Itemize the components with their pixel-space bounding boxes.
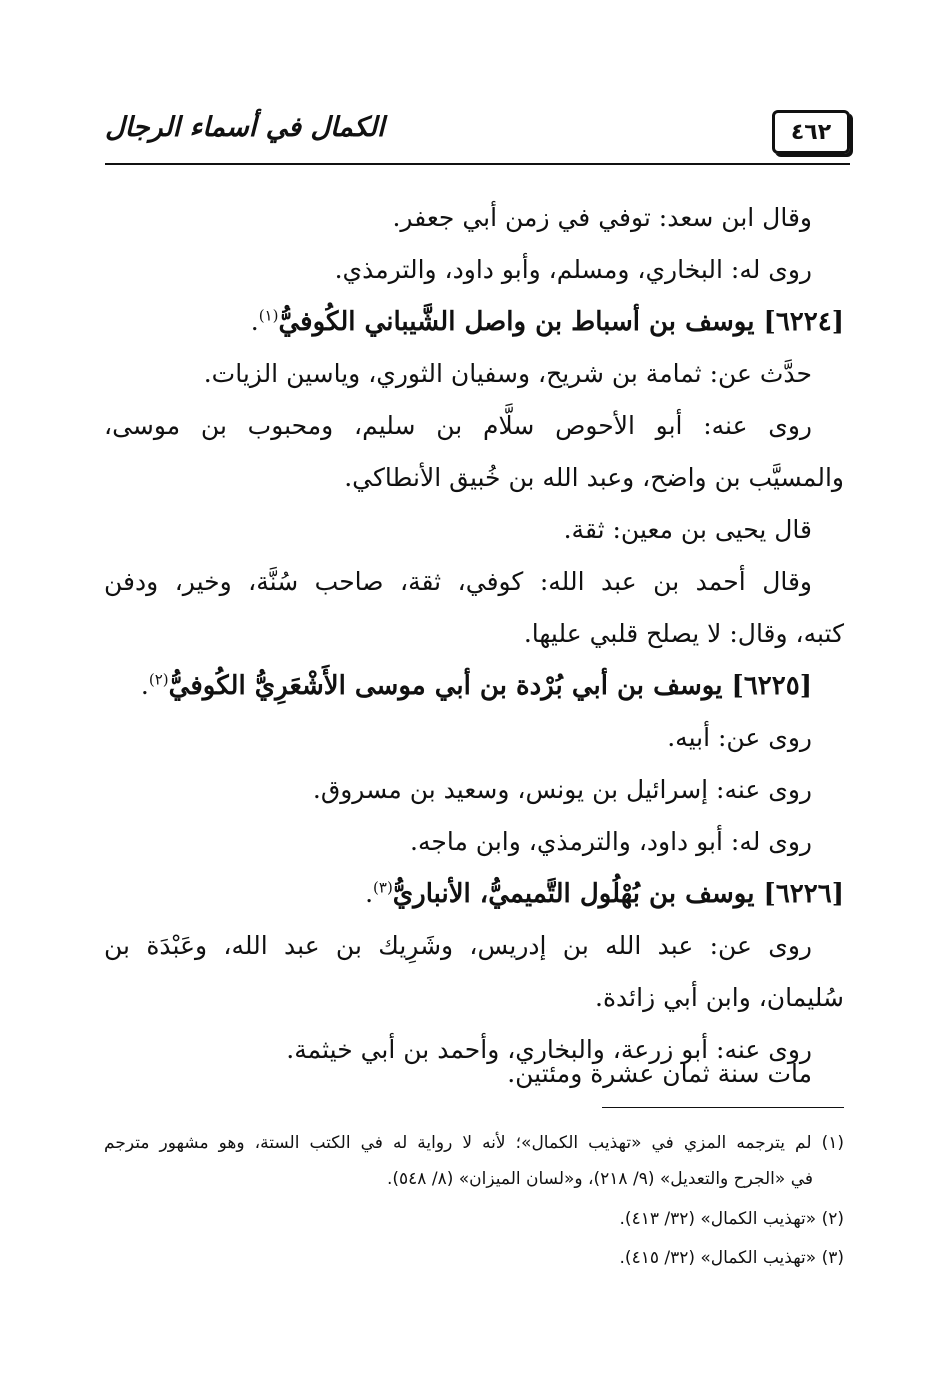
- footnote-2: (٢) «تهذيب الكمال» (٣٢/ ٤١٣).: [619, 1209, 844, 1229]
- entry-title: [٦٢٢٤] يوسف بن أسباط بن واصل الشَّيباني الكُوفيُّ: [278, 307, 844, 337]
- page-number: ٤٦٢: [772, 110, 850, 154]
- text-line: كتبه، وقال: لا يصلح قلبي عليها.: [523, 619, 844, 648]
- text-line: سُليمان، وابن أبي زائدة.: [595, 983, 844, 1012]
- entry-heading-6224: [251, 304, 844, 340]
- period: .: [365, 879, 374, 908]
- footnote-ref: (١): [258, 306, 279, 325]
- entry-heading-6226: [365, 876, 844, 912]
- footnote-ref: (٣): [373, 878, 393, 897]
- footnote-1: (١) لم يترجمه المزي في «تهذيب الكمال»؛ لأنه لا رواية له في الكتب الستة، وهو مشهور مترجم: [104, 1133, 844, 1153]
- text-line: حدَّث عن: ثمامة بن شريح، وسفيان الثوري، وياسين الزيات.: [203, 359, 812, 388]
- period: .: [140, 671, 149, 700]
- book-title: الكمال في أسماء الرجال: [105, 112, 385, 143]
- entry-title: [٦٢٢٦] يوسف بن بُهْلُول التَّميميُّ، الأنباريُّ: [392, 879, 844, 909]
- footnote-ref: (٢): [148, 670, 169, 689]
- header-divider: [105, 163, 850, 165]
- entry-title: [٦٢٢٥] يوسف بن أبي بُرْدة بن أبي موسى الأَشْعَرِيُّ الكُوفيُّ: [168, 671, 812, 701]
- footnote-1-continued: في «الجرح والتعديل» (٩/ ٢١٨)، و«لسان الميزان» (٨/ ٥٤٨).: [386, 1169, 813, 1189]
- text-line: روى له: أبو داود، والترمذي، وابن ماجه.: [410, 827, 812, 856]
- text-line: مات سنة ثمان عشرة ومئتين.: [507, 1059, 812, 1088]
- page-header: [105, 108, 850, 160]
- text-line: روى عنه: إسرائيل بن يونس، وسعيد بن مسروق.: [312, 775, 812, 804]
- entry-heading-6225: [141, 668, 812, 704]
- text-line: روى عنه: أبو الأحوص سلَّام بن سليم، ومحبوب بن موسى،: [104, 411, 812, 440]
- text-line: والمسيَّب بن واضح، وعبد الله بن خُبيق الأنطاكي.: [344, 463, 844, 492]
- footnote-divider: [602, 1107, 844, 1108]
- text-line: قال يحيى بن معين: ثقة.: [563, 515, 812, 544]
- text-line: روى عن: أبيه.: [667, 723, 812, 752]
- text-line: روى له: البخاري، ومسلم، وأبو داود، والترمذي.: [334, 255, 812, 284]
- text-line: روى عنه: أبو زرعة، والبخاري، وأحمد بن أبي خيثمة.: [286, 1035, 812, 1064]
- text-line: روى عن: عبد الله بن إدريس، وشَرِيك بن عبد الله، وعَبْدَة بن: [104, 931, 812, 960]
- text-line: وقال أحمد بن عبد الله: كوفي، ثقة، صاحب سُنَّة، وخير، ودفن: [104, 567, 812, 596]
- footnote-3: (٣) «تهذيب الكمال» (٣٢/ ٤١٥).: [619, 1248, 844, 1268]
- text-line: وقال ابن سعد: توفي في زمن أبي جعفر.: [392, 203, 812, 232]
- period: .: [250, 307, 259, 336]
